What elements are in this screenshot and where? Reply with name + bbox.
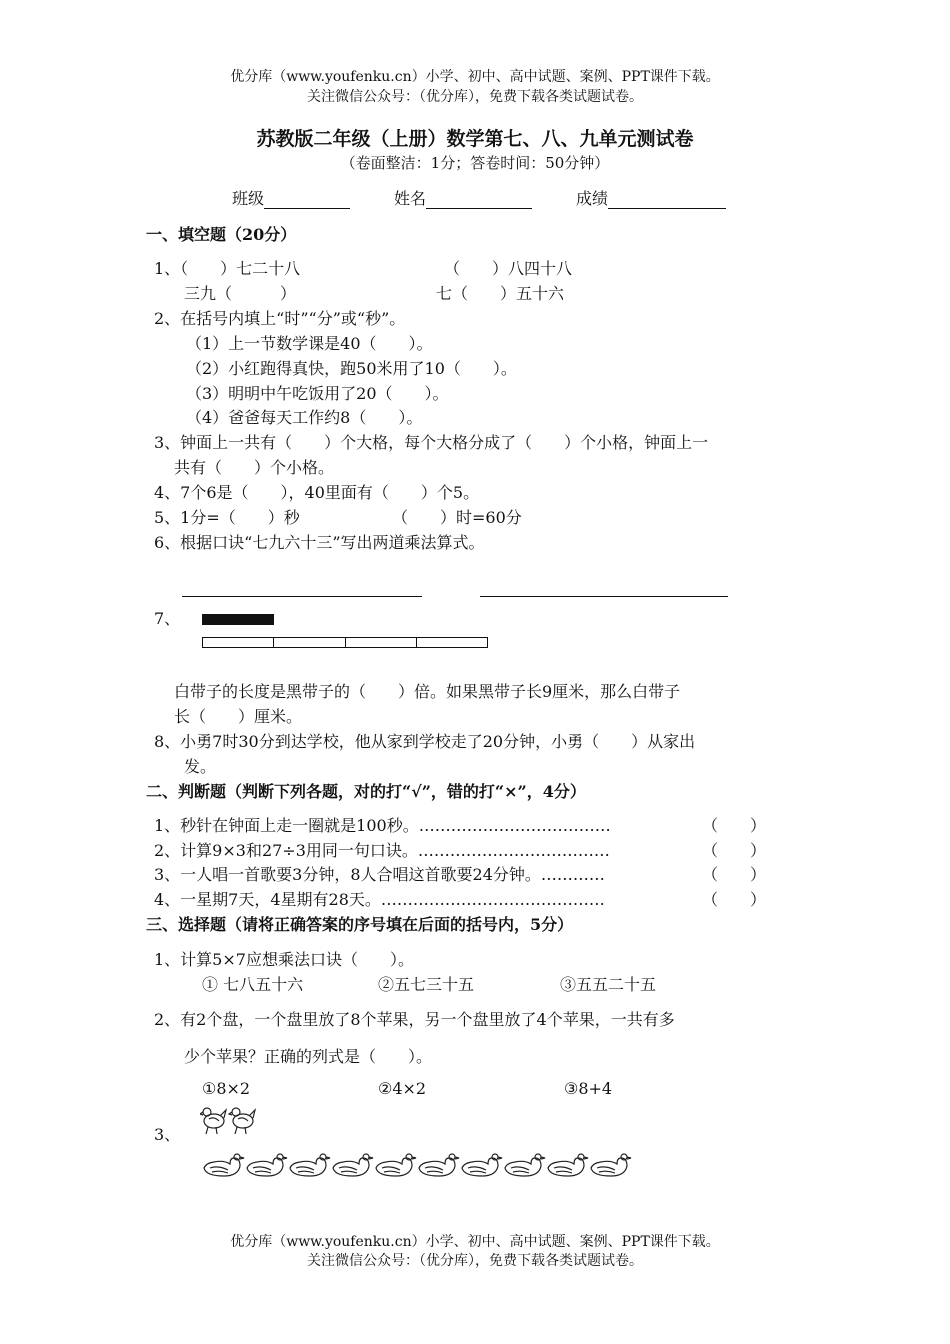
score-field[interactable] [576, 186, 726, 209]
s1-q1a: 1、（ ）七二十八 [154, 259, 301, 278]
header-line-1: 优分库（www.youfenku.cn）小学、初中、高中试题、案例、PPT课件下载。 [230, 69, 720, 85]
s1-q8b: 发。 [184, 757, 217, 776]
score-blank[interactable] [608, 192, 726, 209]
s1-q1d: 七（ ）五十六 [436, 284, 565, 303]
duck-icon [333, 1154, 373, 1176]
s1-q2-3: （3）明明中午吃饭用了20（ ）。 [186, 384, 449, 403]
s2-item-1-mark[interactable]: （ ） [702, 816, 767, 835]
s3-q1-opt-1[interactable]: ① 七八五十六 [202, 975, 304, 994]
s1-q7a: 白带子的长度是黑带子的（ ）倍。如果黑带子长9厘米，那么白带子 [174, 682, 681, 701]
name-field[interactable] [394, 186, 532, 209]
duck-icon [505, 1154, 545, 1176]
class-label: 班级 [232, 189, 265, 208]
chicken-icons [200, 1104, 258, 1136]
s3-q2-opt-2[interactable]: ②4×2 [378, 1079, 427, 1098]
white-ribbon-seg [417, 638, 487, 647]
page-title: 苏教版二年级（上册）数学第七、八、九单元测试卷 [256, 128, 694, 150]
q6-answer-line-1[interactable] [182, 596, 422, 597]
s1-q6: 6、根据口诀“七九六十三”写出两道乘法算式。 [154, 533, 485, 552]
s3-q2-opt-1[interactable]: ①8×2 [202, 1079, 251, 1098]
s1-q8a: 8、小勇7时30分到达学校，他从家到学校走了20分钟，小勇（ ）从家出 [154, 732, 696, 751]
s1-q5b: （ ）时=60分 [392, 508, 522, 527]
chicken-icon [200, 1108, 226, 1134]
s3-q2a: 2、有2个盘，一个盘里放了8个苹果，另一个盘里放了4个苹果，一共有多 [154, 1010, 675, 1029]
duck-icon [204, 1154, 244, 1176]
s1-q5a: 5、1分=（ ）秒 [154, 508, 300, 527]
name-blank[interactable] [426, 192, 532, 209]
s2-item-1: 1、秒针在钟面上走一圈就是100秒。……………………………… [154, 816, 611, 835]
s1-q4: 4、7个6是（ ），40里面有（ ）个5。 [154, 483, 480, 502]
duck-icon [376, 1154, 416, 1176]
footer-line-1: 优分库（www.youfenku.cn）小学、初中、高中试题、案例、PPT课件下载。 [230, 1234, 720, 1250]
s3-q1: 1、计算5×7应想乘法口诀（ ）。 [154, 950, 414, 969]
s1-q3b: 共有（ ）个小格。 [174, 458, 335, 477]
class-blank[interactable] [264, 192, 350, 209]
s3-q2b: 少个苹果？正确的列式是（ ）。 [184, 1047, 433, 1066]
black-ribbon [202, 614, 274, 625]
footer-line-2: 关注微信公众号：（优分库），免费下载各类试题试卷。 [307, 1253, 643, 1269]
s1-q2-4: （4）爸爸每天工作约8（ ）。 [186, 408, 423, 427]
name-label: 姓名 [394, 189, 427, 208]
s2-item-3: 3、一人唱一首歌要3分钟，8人合唱这首歌要24分钟。………… [154, 865, 605, 884]
s2-item-2: 2、计算9×3和27÷3用同一句口诀。……………………………… [154, 841, 610, 860]
s3-q2-opt-3[interactable]: ③8+4 [564, 1079, 613, 1098]
white-ribbon-seg [203, 638, 274, 647]
duck-icon [290, 1154, 330, 1176]
s1-q7b: 长（ ）厘米。 [174, 707, 303, 726]
duck-icon [419, 1154, 459, 1176]
s2-item-4: 4、一星期7天，4星期有28天。…………………………………… [154, 890, 605, 909]
s2-item-3-mark[interactable]: （ ） [702, 865, 767, 884]
duck-icons [202, 1148, 634, 1180]
s1-q3a: 3、钟面上一共有（ ）个大格，每个大格分成了（ ）个小格，钟面上一 [154, 433, 709, 452]
white-ribbon-seg [346, 638, 417, 647]
duck-icon [548, 1154, 588, 1176]
s3-q3-label: 3、 [154, 1125, 181, 1144]
class-field[interactable] [232, 186, 350, 209]
s3-q1-opt-3[interactable]: ③五五二十五 [560, 975, 657, 994]
section2-heading: 二、判断题（判断下列各题，对的打“√”，错的打“×”，4分） [146, 782, 586, 801]
s3-q1-opt-2[interactable]: ②五七三十五 [378, 975, 475, 994]
s1-q2: 2、在括号内填上“时”“分”或“秒”。 [154, 309, 406, 328]
chicken-icon [229, 1108, 255, 1134]
duck-icon [591, 1154, 631, 1176]
s1-q1c: 三九（ ） [184, 284, 297, 303]
s1-q7-label: 7、 [154, 609, 181, 628]
page-subtitle: （卷面整洁：1分；答卷时间：50分钟） [340, 154, 610, 172]
duck-icon [247, 1154, 287, 1176]
section3-heading: 三、选择题（请将正确答案的序号填在后面的括号内，5分） [146, 915, 574, 934]
s1-q1b: （ ）八四十八 [444, 259, 573, 278]
header-line-2: 关注微信公众号：（优分库），免费下载各类试题试卷。 [307, 89, 643, 105]
q6-answer-line-2[interactable] [480, 596, 728, 597]
score-label: 成绩 [576, 189, 609, 208]
white-ribbon [202, 637, 488, 648]
s1-q2-2: （2）小红跑得真快，跑50米用了10（ ）。 [186, 359, 517, 378]
s1-q2-1: （1）上一节数学课是40（ ）。 [186, 334, 433, 353]
duck-icon [462, 1154, 502, 1176]
s2-item-4-mark[interactable]: （ ） [702, 890, 767, 909]
white-ribbon-seg [274, 638, 345, 647]
s2-item-2-mark[interactable]: （ ） [702, 841, 767, 860]
section1-heading: 一、填空题（20分） [146, 225, 297, 244]
